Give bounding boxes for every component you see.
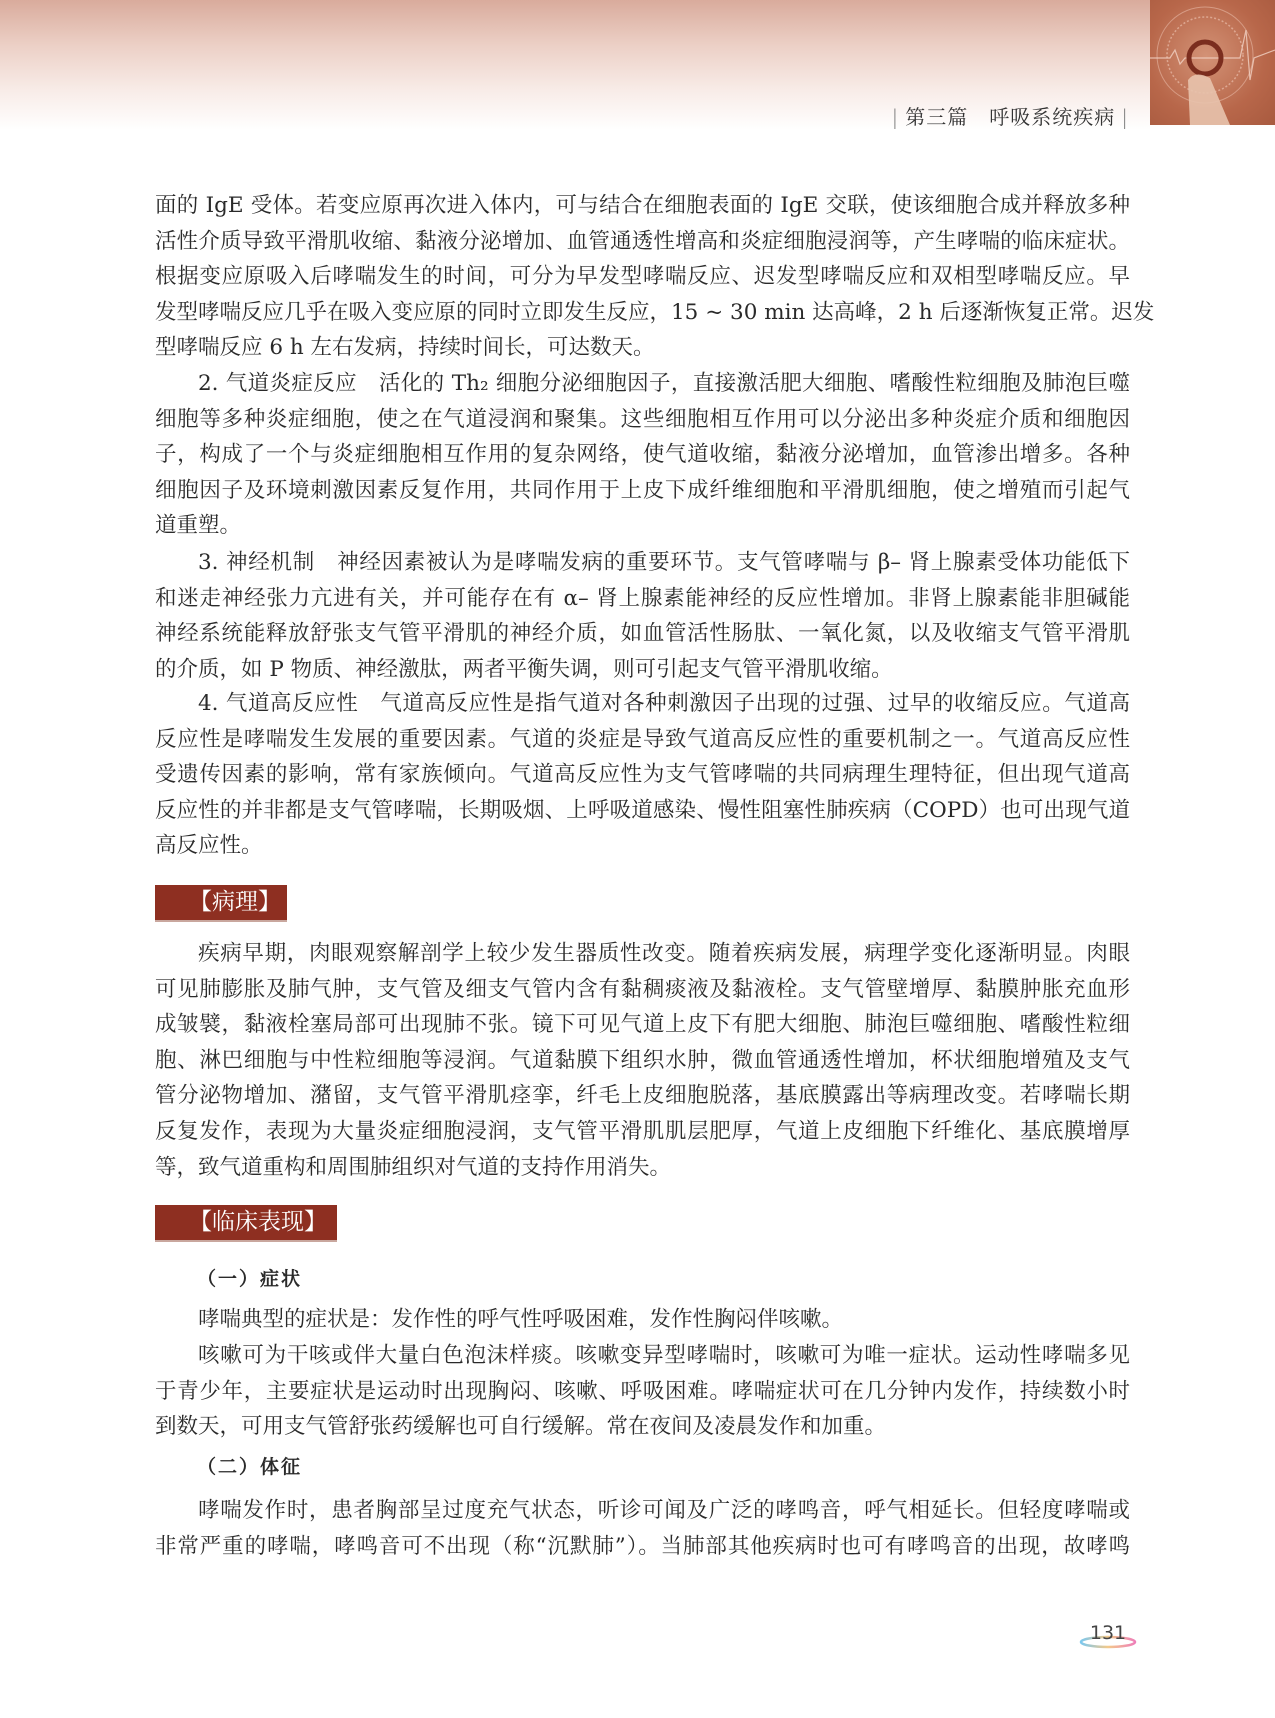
- paragraph-airway-hyperresponsiveness: [155, 686, 1130, 864]
- paragraph-signs: [155, 1493, 1130, 1564]
- paragraph-airway-inflammation: [155, 366, 1130, 544]
- subheading-signs: （二）体征: [197, 1456, 303, 1478]
- text-line: 面的 IgE 受体。若变应原再次进入体内，可与结合在细胞表面的 IgE 交联，使该细胞合成并释放多种: [155, 193, 1130, 218]
- text-line: 细胞因子及环境刺激因素反复作用，共同作用于上皮下成纤维细胞和平滑肌细胞，使之增殖而引起气: [155, 477, 1130, 503]
- text-line: 咳嗽可为干咳或伴大量白色泡沫样痰。咳嗽变异型哮喘时，咳嗽可为唯一症状。运动性哮喘多见: [198, 1343, 1130, 1368]
- text-line: 于青少年，主要症状是运动时出现胸闷、咳嗽、呼吸困难。哮喘症状可在几分钟内发作，持续数小时: [155, 1378, 1130, 1404]
- page-number: [1078, 1622, 1138, 1652]
- text-line: 3. 神经机制 神经因素被认为是哮喘发病的重要环节。支气管哮喘与 β– 肾上腺素受体功能低下: [198, 550, 1130, 575]
- text-line: 的介质，如 P 物质、神经激肽，两者平衡失调，则可引起支气管平滑肌收缩。: [155, 656, 893, 682]
- text-line: 根据变应原吸入后哮喘发生的时间，可分为早发型哮喘反应、迟发型哮喘反应和双相型哮喘反应。早: [155, 264, 1130, 290]
- text-line: 成皱襞，黏液栓塞局部可出现肺不张。镜下可见气道上皮下有肥大细胞、肺泡巨噬细胞、嗜酸性粒细: [155, 1012, 1130, 1038]
- text-line: 反复发作，表现为大量炎症细胞浸润，支气管平滑肌肌层肥厚，气道上皮细胞下纤维化、基底膜增厚: [155, 1118, 1130, 1144]
- text-line: 发型哮喘反应几乎在吸入变应原的同时立即发生反应，15 ~ 30 min 达高峰，2 h 后逐渐恢复正常。迟发: [155, 299, 1155, 325]
- section-banner-pathology: 【病理】: [155, 885, 287, 920]
- paragraph-neural-mechanism: [155, 545, 1130, 687]
- subheading-symptoms: （一）症状: [197, 1268, 303, 1290]
- paragraph-cough: [155, 1338, 1130, 1445]
- paragraph-typical-symptoms: [155, 1302, 1130, 1338]
- section-banner-clinical: 【临床表现】: [155, 1205, 337, 1240]
- text-line: 型哮喘反应 6 h 左右发病，持续时间长，可达数天。: [155, 335, 655, 361]
- text-line: 胞、淋巴细胞与中性粒细胞等浸润。气道黏膜下组织水肿，微血管通透性增加，杯状细胞增殖及支气: [155, 1047, 1130, 1073]
- text-line: 2. 气道炎症反应 活化的 Th₂ 细胞分泌细胞因子，直接激活肥大细胞、嗜酸性粒细胞及肺泡巨噬: [198, 371, 1130, 396]
- text-line: 道重塑。: [155, 513, 242, 539]
- text-line: 到数天，可用支气管舒张药缓解也可自行缓解。常在夜间及凌晨发作和加重。: [155, 1414, 887, 1440]
- text-line: 非常严重的哮喘，哮鸣音可不出现（称“沉默肺”）。当肺部其他疾病时也可有哮鸣音的出现，故哮鸣: [155, 1533, 1130, 1559]
- paragraph-allergen-response: [155, 188, 1155, 366]
- text-line: 受遗传因素的影响，常有家族倾向。气道高反应性为支气管哮喘的共同病理生理特征，但出现气道高: [155, 762, 1130, 788]
- text-line: 哮喘发作时，患者胸部呈过度充气状态，听诊可闻及广泛的哮鸣音，呼气相延长。但轻度哮喘或: [198, 1498, 1130, 1523]
- running-header: | 第三篇 呼吸系统疾病 |: [891, 105, 1129, 129]
- text-line: 和迷走神经张力亢进有关，并可能存在有 α– 肾上腺素能神经的反应性增加。非肾上腺素能非胆碱能: [155, 585, 1130, 611]
- text-line: 管分泌物增加、潴留，支气管平滑肌痉挛，纤毛上皮细胞脱落，基底膜露出等病理改变。若哮喘长期: [155, 1083, 1130, 1109]
- text-line: 细胞等多种炎症细胞，使之在气道浸润和聚集。这些细胞相互作用可以分泌出多种炎症介质和细胞因: [155, 406, 1130, 432]
- text-line: 高反应性。: [155, 833, 263, 859]
- section-title: 呼吸系统疾病: [989, 105, 1116, 129]
- text-line: 反应性是哮喘发生发展的重要因素。气道的炎症是导致气道高反应性的重要机制之一。气道高反应性: [155, 726, 1130, 752]
- text-line: 反应性的并非都是支气管哮喘，长期吸烟、上呼吸道感染、慢性阻塞性肺疾病（COPD）也可出现气道: [155, 797, 1130, 823]
- text-line: 可见肺膨胀及肺气肿，支气管及细支气管内含有黏稠痰液及黏液栓。支气管壁增厚、黏膜肿胀充血形: [155, 976, 1130, 1002]
- stethoscope-photo: [1150, 0, 1275, 125]
- paragraph-pathology: [155, 936, 1130, 1185]
- text-line: 活性介质导致平滑肌收缩、黏液分泌增加、血管通透性增高和炎症细胞浸润等，产生哮喘的临床症状。: [155, 228, 1130, 254]
- text-line: 哮喘典型的症状是：发作性的呼气性呼吸困难，发作性胸闷伴咳嗽。: [198, 1307, 844, 1332]
- text-line: 疾病早期，肉眼观察解剖学上较少发生器质性改变。随着疾病发展，病理学变化逐渐明显。肉眼: [198, 941, 1130, 966]
- text-line: 神经系统能释放舒张支气管平滑肌的神经介质，如血管活性肠肽、一氧化氮，以及收缩支气管平滑肌: [155, 621, 1130, 647]
- text-line: 4. 气道高反应性 气道高反应性是指气道对各种刺激因子出现的过强、过早的收缩反应。气道高: [198, 691, 1130, 716]
- part-title: 第三篇: [905, 105, 969, 129]
- text-line: 子，构成了一个与炎症细胞相互作用的复杂网络，使气道收缩，黏液分泌增加，血管渗出增多。各种: [155, 442, 1130, 468]
- page-number-text: 131: [1089, 1622, 1127, 1644]
- text-line: 等，致气道重构和周围肺组织对气道的支持作用消失。: [155, 1154, 672, 1180]
